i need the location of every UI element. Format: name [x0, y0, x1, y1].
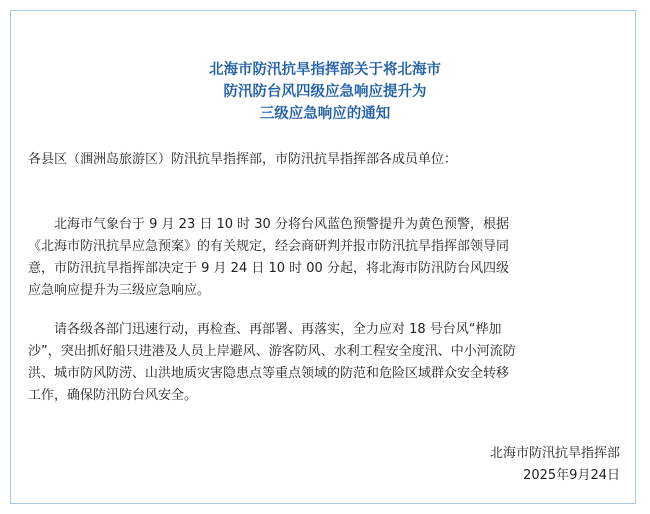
notice-title-line-1: 北海市防汛抗旱指挥部关于将北海市: [209, 62, 441, 78]
paragraph-2-line-2: 沙”，突出抓好船只进港及人员上岸避风、游客防风、水利工程安全度汛、中小河流防: [28, 344, 516, 359]
paragraph-2-line-1: 请各级各部门迅速行动，再检查、再部署、再落实，全力应对 18 号台风“桦加: [28, 322, 502, 337]
salutation: 各县区（涠洲岛旅游区）防汛抗旱指挥部，市防汛抗旱指挥部各成员单位：: [28, 152, 458, 167]
signature-date: 2025年9月24日: [523, 468, 620, 483]
paragraph-1-line-4: 应急响应提升为三级应急响应。: [28, 283, 211, 298]
notice-title-line-3: 三级应急响应的通知: [259, 106, 391, 122]
paragraph-2-line-4: 工作，确保防汛防台风安全。: [28, 388, 198, 403]
paragraph-1-line-1: 北海市气象台于 9 月 23 日 10 时 30 分将台风蓝色预警提升为黄色预警，根据: [28, 217, 509, 232]
paragraph-1-line-2: 《北海市防汛抗旱应急预案》的有关规定，经会商研判并报市防汛抗旱指挥部领导同: [28, 239, 510, 254]
signature-org: 北海市防汛抗旱指挥部: [489, 446, 620, 461]
paragraph-1-line-3: 意，市防汛抗旱指挥部决定于 9 月 24 日 10 时 00 分起，将北海市防汛防台风四级: [28, 261, 509, 276]
notice-title-line-2: 防汛防台风四级应急响应提升为: [223, 84, 427, 100]
paragraph-2-line-3: 洪、城市防风防涝、山洪地质灾害隐患点等重点领域的防范和危险区域群众安全转移: [28, 366, 510, 381]
